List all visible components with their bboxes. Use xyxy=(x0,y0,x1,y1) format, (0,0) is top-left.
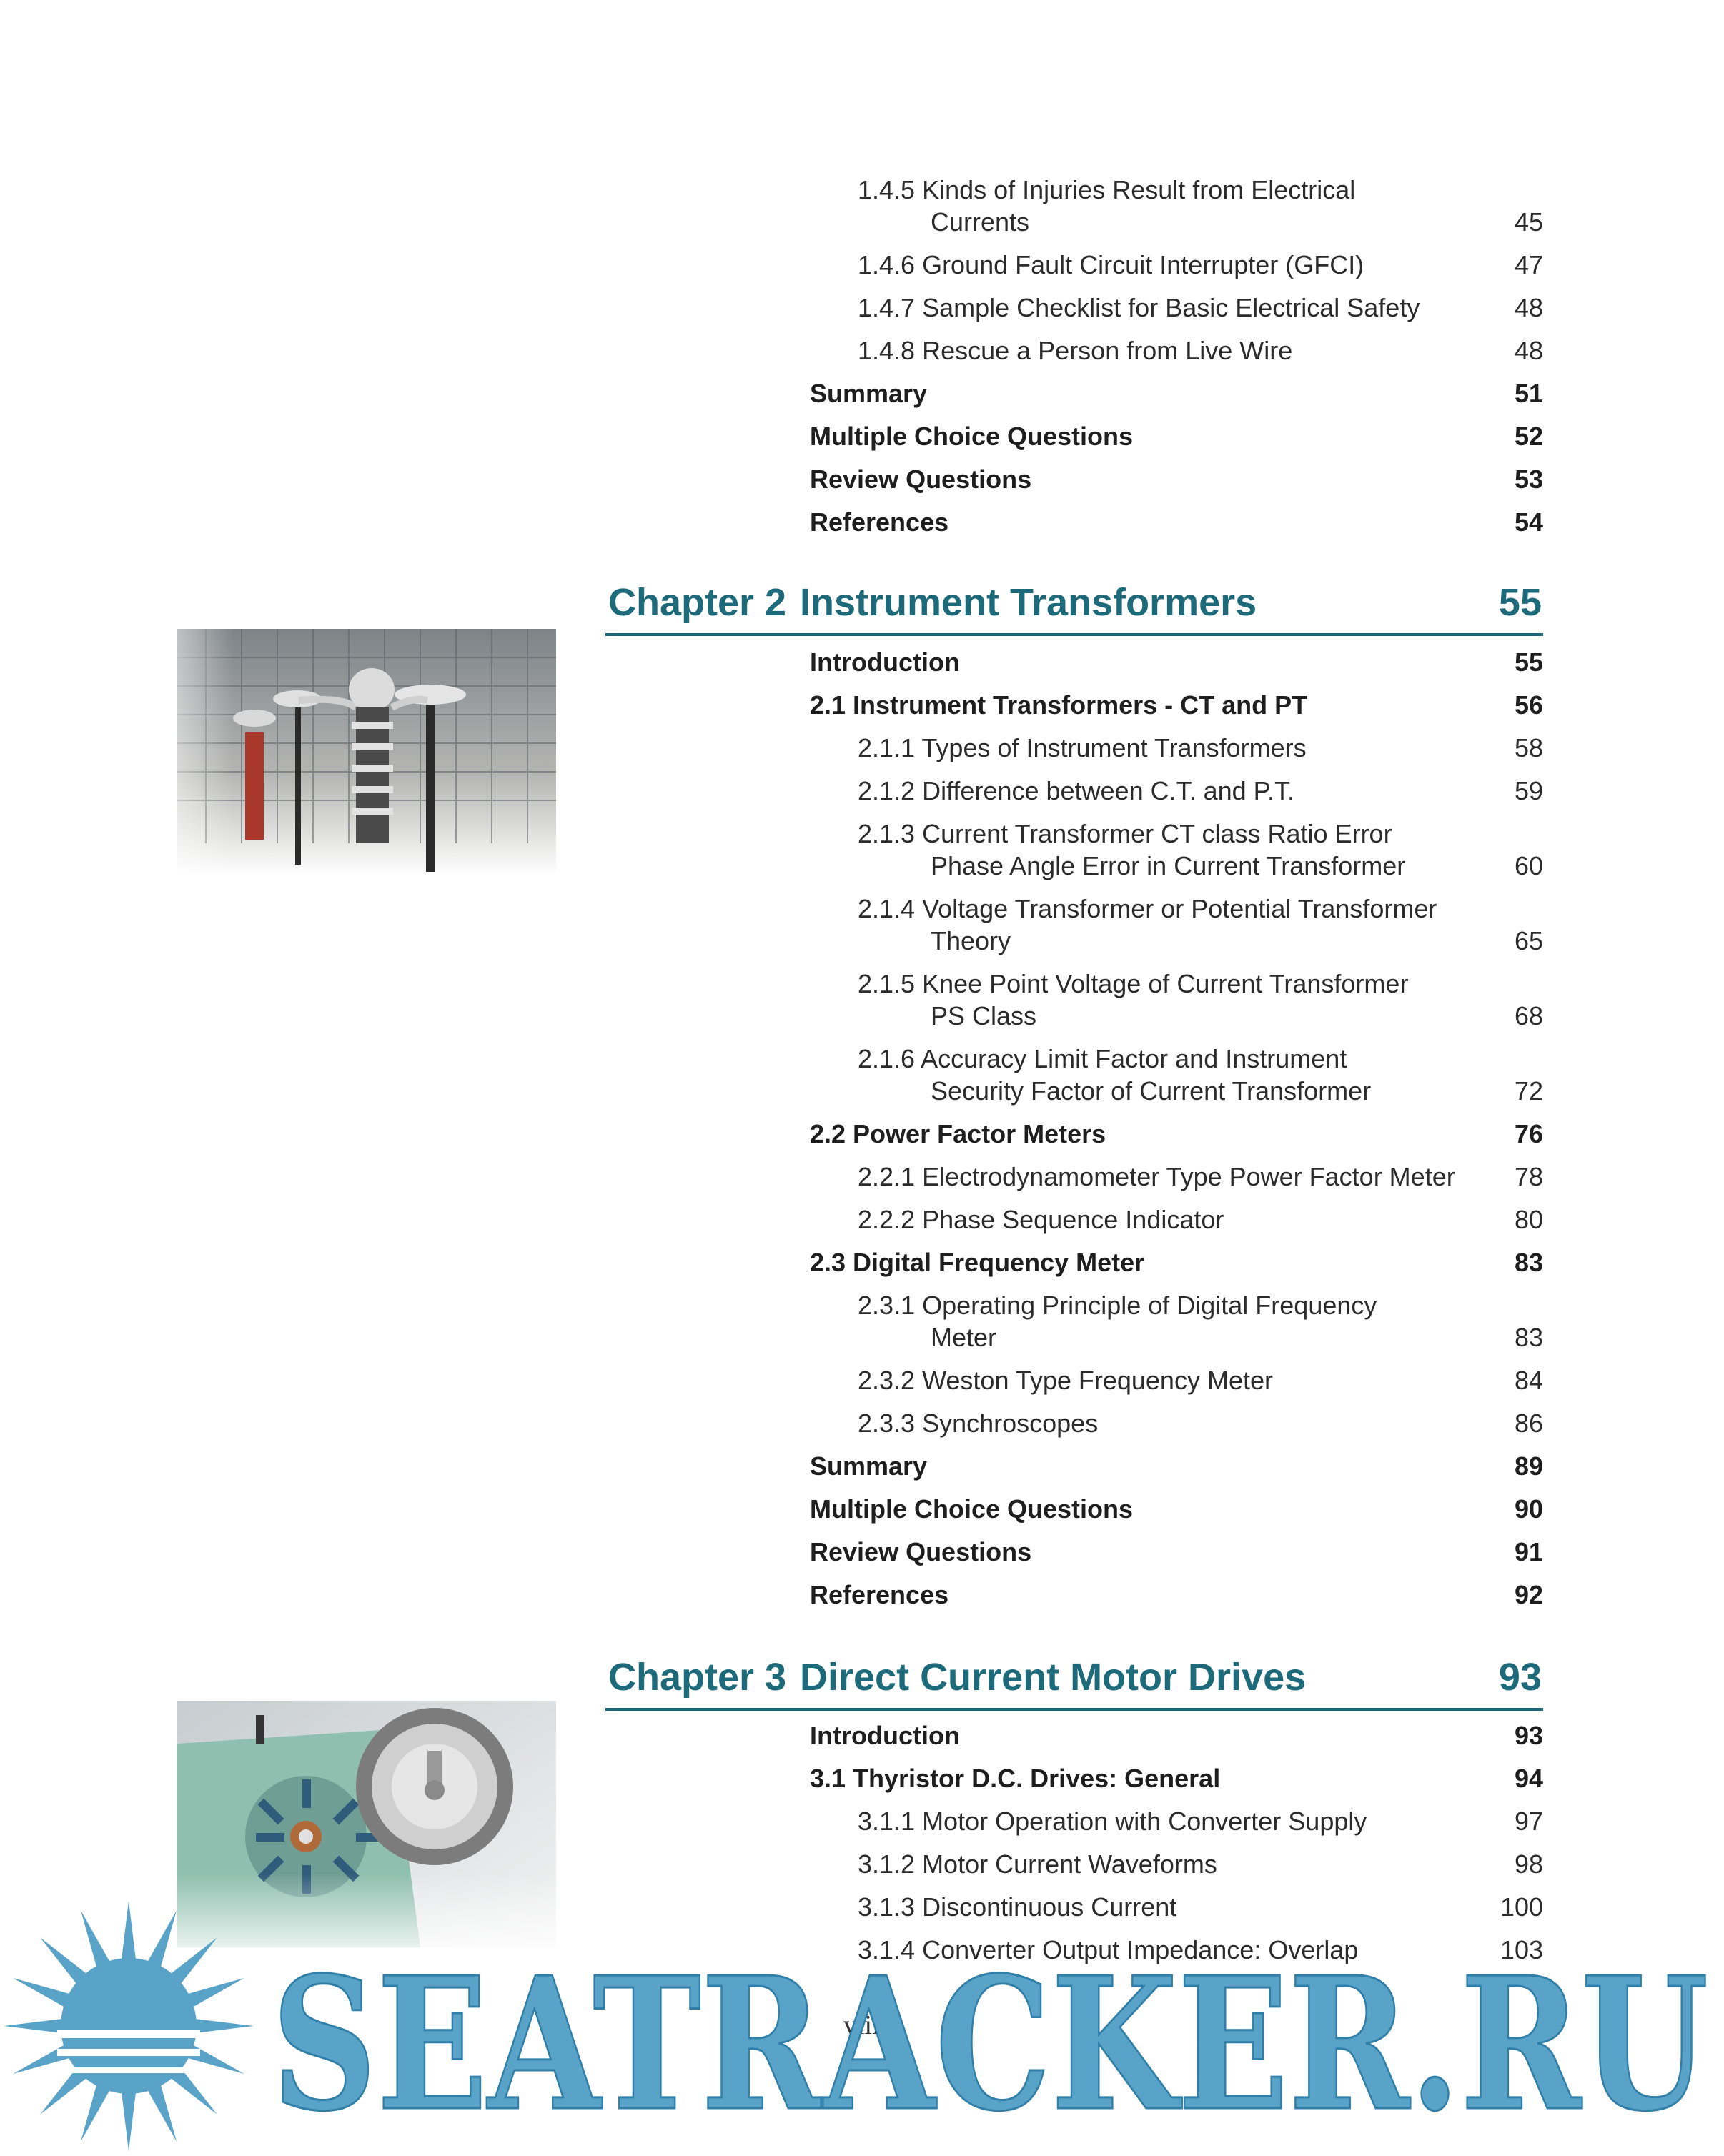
toc-entry xyxy=(810,1199,1543,1242)
toc-entry-title: Multiple Choice Questions xyxy=(810,1494,1134,1524)
toc-entry-title-continued: Phase Angle Error in Current Transformer xyxy=(931,851,1406,880)
chapter-2-heading xyxy=(605,576,1543,636)
toc-entry-title: Summary xyxy=(810,379,928,408)
toc-entry-title-continued: Security Factor of Current Transformer xyxy=(931,1076,1372,1106)
watermark xyxy=(0,1894,1724,2152)
toc-entry-title: Introduction xyxy=(810,647,960,677)
toc-entry xyxy=(810,416,1543,459)
chapter-3-heading xyxy=(605,1651,1543,1711)
toc-entry xyxy=(810,502,1543,545)
toc-entry-page: 92 xyxy=(1514,1580,1543,1609)
toc-entry-title: 1.4.8 Rescue a Person from Live Wire xyxy=(858,336,1293,365)
toc-entry-page: 103 xyxy=(1500,1935,1543,1964)
toc-entry-title: 3.1.3 Discontinuous Current xyxy=(858,1892,1177,1922)
toc-entry xyxy=(810,459,1543,502)
toc-entry-page: 68 xyxy=(1514,1001,1543,1030)
toc-entry-title: Introduction xyxy=(810,1721,960,1750)
chapter-3-title: Direct Current Motor Drives xyxy=(800,1656,1307,1699)
chapter-2-photo xyxy=(177,629,556,875)
toc-entry xyxy=(810,642,1543,685)
toc-entry xyxy=(810,1403,1543,1446)
toc-entry-title: 2.1.5 Knee Point Voltage of Current Transformer xyxy=(858,969,1409,998)
page-number: viii xyxy=(843,2010,880,2040)
toc-entry-title: 3.1 Thyristor D.C. Drives: General xyxy=(810,1764,1221,1793)
toc-entry xyxy=(810,1531,1543,1574)
toc-entry-page: 55 xyxy=(1514,647,1543,677)
toc-entry xyxy=(810,1242,1543,1285)
toc-entry-page: 97 xyxy=(1514,1807,1543,1836)
chapter-2-title: Instrument Transformers xyxy=(800,581,1257,624)
toc-entry-title: 2.3.2 Weston Type Frequency Meter xyxy=(858,1366,1273,1395)
toc-entry-title: Multiple Choice Questions xyxy=(810,422,1134,451)
toc-entry-page: 45 xyxy=(1514,207,1543,237)
toc-entry-page: 58 xyxy=(1514,733,1543,762)
toc-entry-page: 100 xyxy=(1500,1892,1543,1922)
toc-entry xyxy=(810,1489,1543,1531)
toc-entry-title: 1.4.5 Kinds of Injuries Result from Electrical xyxy=(858,175,1356,204)
toc-entry-page: 84 xyxy=(1514,1366,1543,1395)
toc-entry-title: References xyxy=(810,507,949,537)
toc-entry xyxy=(810,244,1543,287)
toc-entry-page: 86 xyxy=(1514,1409,1543,1438)
toc-entry-title: 2.1.3 Current Transformer CT class Ratio Error xyxy=(858,819,1392,848)
toc-entry xyxy=(810,963,1543,1038)
toc-entry-title: Review Questions xyxy=(810,1537,1032,1566)
chapter-3-page: 93 xyxy=(1498,1656,1542,1699)
toc-entry-title: 2.1.6 Accuracy Limit Factor and Instrument xyxy=(858,1044,1347,1073)
toc-entry xyxy=(810,1574,1543,1617)
toc-entry-page: 59 xyxy=(1514,776,1543,805)
toc-block-chapter-2 xyxy=(810,642,1543,1617)
toc-entry-page: 56 xyxy=(1514,690,1543,720)
toc-entry xyxy=(810,1038,1543,1113)
toc-entry-title: 2.1.2 Difference between C.T. and P.T. xyxy=(858,776,1295,805)
toc-entry-title: Review Questions xyxy=(810,465,1032,494)
toc-entry-page: 83 xyxy=(1514,1248,1543,1277)
toc-entry-title: 2.2.2 Phase Sequence Indicator xyxy=(858,1205,1224,1234)
toc-entry xyxy=(810,888,1543,963)
toc-entry-title-continued: Meter xyxy=(931,1323,997,1352)
toc-entry-title-continued: Currents xyxy=(931,207,1030,237)
toc-entry-title: 3.1.1 Motor Operation with Converter Supply xyxy=(858,1807,1367,1836)
toc-entry-title: References xyxy=(810,1580,949,1609)
toc-entry xyxy=(810,727,1543,770)
toc-entry-title: 2.1 Instrument Transformers - CT and PT xyxy=(810,690,1308,720)
toc-entry xyxy=(810,1156,1543,1199)
toc-entry-page: 72 xyxy=(1514,1076,1543,1106)
toc-entry xyxy=(810,1715,1543,1758)
toc-entry-page: 48 xyxy=(1514,336,1543,365)
toc-entry-title: 1.4.6 Ground Fault Circuit Interrupter (GFCI) xyxy=(858,250,1364,279)
toc-entry-title: 2.1.4 Voltage Transformer or Potential Transformer xyxy=(858,894,1437,923)
toc-entry xyxy=(810,373,1543,416)
toc-entry-page: 93 xyxy=(1514,1721,1543,1750)
toc-entry xyxy=(810,1758,1543,1801)
toc-entry-page: 94 xyxy=(1514,1764,1543,1793)
toc-entry-page: 54 xyxy=(1514,507,1543,537)
toc-entry-title: 2.2.1 Electrodynamometer Type Power Factor Meter xyxy=(858,1162,1455,1191)
toc-entry-page: 52 xyxy=(1514,422,1543,451)
toc-entry xyxy=(810,287,1543,330)
toc-entry xyxy=(810,1446,1543,1489)
toc-entry xyxy=(810,685,1543,727)
toc-entry-page: 89 xyxy=(1514,1451,1543,1481)
toc-entry-title: 1.4.7 Sample Checklist for Basic Electrical Safety xyxy=(858,293,1420,322)
toc-entry-page: 78 xyxy=(1514,1162,1543,1191)
toc-entry-title: 2.3.3 Synchroscopes xyxy=(858,1409,1099,1438)
toc-entry-page: 80 xyxy=(1514,1205,1543,1234)
toc-entry-page: 47 xyxy=(1514,250,1543,279)
toc-entry-page: 65 xyxy=(1514,926,1543,955)
toc-entry xyxy=(810,1801,1543,1844)
toc-entry-page: 91 xyxy=(1514,1537,1543,1566)
toc-entry xyxy=(810,1844,1543,1887)
chapter-2-page: 55 xyxy=(1498,581,1542,624)
chapter-2-number: Chapter 2 xyxy=(608,581,787,624)
toc-entry-title: Summary xyxy=(810,1451,928,1481)
toc-entry-page: 98 xyxy=(1514,1849,1543,1879)
toc-entry-title-continued: Theory xyxy=(931,926,1011,955)
toc-entry-page: 53 xyxy=(1514,465,1543,494)
toc-entry-title-continued: PS Class xyxy=(931,1001,1037,1030)
toc-entry-page: 51 xyxy=(1514,379,1543,408)
toc-entry-page: 76 xyxy=(1514,1119,1543,1148)
toc-entry xyxy=(810,770,1543,813)
toc-entry-title: 3.1.2 Motor Current Waveforms xyxy=(858,1849,1217,1879)
toc-entry-title: 2.1.1 Types of Instrument Transformers xyxy=(858,733,1307,762)
toc-entry xyxy=(810,1113,1543,1156)
toc-entry xyxy=(810,169,1543,244)
toc-entry-page: 60 xyxy=(1514,851,1543,880)
toc-entry-title: 2.2 Power Factor Meters xyxy=(810,1119,1106,1148)
watermark-text: SEATRACKER.RU xyxy=(272,1938,1708,2152)
toc-entry-page: 48 xyxy=(1514,293,1543,322)
toc-entry-title: 2.3.1 Operating Principle of Digital Frequency xyxy=(858,1291,1377,1320)
toc-entry xyxy=(810,1285,1543,1360)
toc-entry-title: 2.3 Digital Frequency Meter xyxy=(810,1248,1145,1277)
toc-entry-title: 3.1.4 Converter Output Impedance: Overlap xyxy=(858,1935,1359,1964)
toc-entry-page: 83 xyxy=(1514,1323,1543,1352)
toc-block-top xyxy=(810,169,1543,545)
toc-entry xyxy=(810,1360,1543,1403)
sun-logo-icon xyxy=(4,1901,254,2151)
toc-entry xyxy=(810,330,1543,373)
toc-entry-page: 90 xyxy=(1514,1494,1543,1524)
chapter-3-number: Chapter 3 xyxy=(608,1656,787,1699)
toc-entry xyxy=(810,813,1543,888)
